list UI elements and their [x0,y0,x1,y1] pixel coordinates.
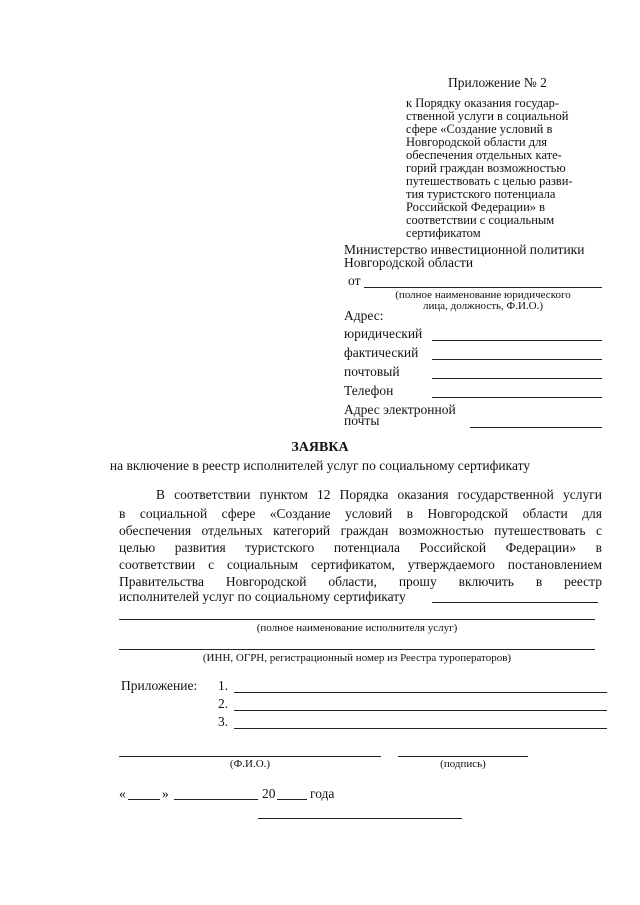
registry-inline-field[interactable] [432,602,598,603]
appendix-text [406,97,596,240]
attachment-field[interactable] [234,692,607,693]
actual-address-label: фактический [344,345,419,360]
email-field[interactable] [470,427,602,428]
legal-address-field[interactable] [432,340,602,341]
from-hint-1: (полное наименование юридического [395,289,571,301]
appendix-line: сертификатом [406,226,481,240]
appendix-line: ственной услуги в социальной [406,109,569,123]
appendix-line: сфере «Создание условий в [406,122,553,136]
provider-name-hint: (полное наименование исполнителя услуг) [256,622,458,634]
appendix-line: Новгородской области для [406,135,548,149]
attachment-number: 3. [218,714,229,729]
email-label-2: почты [344,413,380,428]
from-hint-2: лица, должность, Ф.И.О.) [422,300,544,312]
attachment-number: 2. [218,696,229,711]
postal-address-label: почтовый [344,364,400,379]
from-field[interactable] [364,287,602,288]
appendix-line: соответствии с социальным [406,213,555,227]
ids-field[interactable] [119,649,595,650]
appendix-line: тия туристского потенциала [406,187,556,201]
attachment-field[interactable] [234,728,607,729]
email-label-1: Адрес электронной [344,402,456,417]
date-year-suffix: года [310,786,335,801]
application-title: ЗАЯВКА [291,440,349,455]
phone-field[interactable] [432,397,602,398]
body-line: целью развития туристского потенциала Российской Федерации» в [119,540,602,555]
appendix-line: путешествовать с целью разви- [406,174,573,188]
provider-name-field[interactable] [119,619,595,620]
phone-label: Телефон [344,383,394,398]
appendix-title: Приложение № 2 [448,75,547,90]
appendix-line: обеспечения отдельных кате- [406,148,562,162]
ministry-line-2: Новгородской области [344,255,474,270]
attachments-label: Приложение: [121,678,198,693]
body-line: в социальной сфере «Создание условий в Новгородской области для [119,506,602,521]
body-line: соответствии с социальным сертификатом, утверждаемого постановлением [119,557,602,572]
body-first-line: В соответствии пунктом 12 Порядка оказания государственной услуги [156,487,602,502]
address-label: Адрес: [344,308,384,323]
ministry-line-1: Министерство инвестиционной политики [344,242,585,257]
appendix-line: к Порядку оказания государ- [406,96,560,110]
date-day-field[interactable] [128,799,160,800]
date-year-field[interactable] [277,799,307,800]
actual-address-field[interactable] [432,359,602,360]
date-open-quote: « [119,786,126,801]
postal-address-field[interactable] [432,378,602,379]
body-line: Правительства Новгородской области, прошу включить в реестр [119,574,602,589]
date-close-quote: » [162,786,169,801]
body-last-line: исполнителей услуг по социальному сертификату [119,589,406,604]
body-line: обеспечения отдельных категорий граждан возможностью путешествовать с [119,523,602,538]
date-year-prefix: 20 [262,786,276,801]
signature-hint: (подпись) [440,758,486,770]
signature-field[interactable] [398,756,528,757]
body-paragraph [119,505,602,590]
from-label: от [348,273,361,288]
application-subtitle: на включение в реестр исполнителей услуг по социальному сертификату [109,458,531,473]
appendix-line: Российской Федерации» в [406,200,546,214]
date-month-field[interactable] [174,799,258,800]
ids-hint: (ИНН, ОГРН, регистрационный номер из Реестра туроператоров) [202,652,512,664]
fio-field[interactable] [119,756,381,757]
legal-address-label: юридический [344,326,423,341]
fio-hint: (Ф.И.О.) [229,758,271,770]
footer-line [258,818,462,819]
appendix-line: горий граждан возможностью [406,161,566,175]
attachment-field[interactable] [234,710,607,711]
attachment-number: 1. [218,678,229,693]
